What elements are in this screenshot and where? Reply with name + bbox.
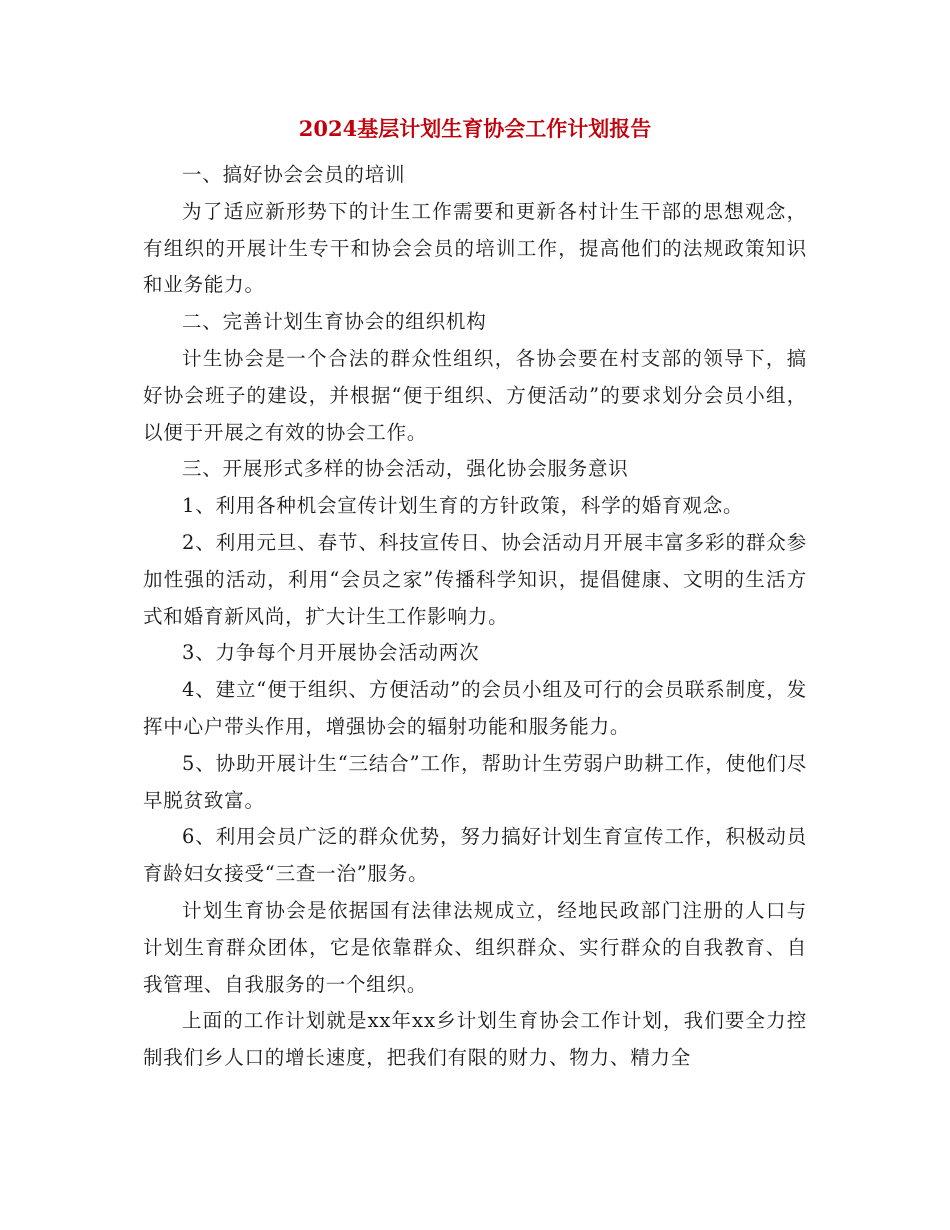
list-item: 1、利用各种机会宣传计划生育的方针政策，科学的婚育观念。 [182,494,744,518]
heading-2: 二、完善计划生育协会的组织机构 [182,310,487,334]
paragraph: 上面的工作计划就是xx年xx乡计划生育协会工作计划，我们要全力控制我们乡人口的增长速度，把我们有限的财力、物力、精力全 [143,1009,807,1070]
document-body [143,157,807,1077]
document-title: 2024基层计划生育协会工作计划报告 [298,116,652,141]
list-item: 2、利用元旦、春节、科技宣传日、协会活动月开展丰富多彩的群众参加性强的活动，利用“会员之家”传播科学知识，提倡健康、文明的生活方式和婚育新风尚，扩大计生工作影响力。 [143,530,807,628]
list-item: 3、力争每个月开展协会活动两次 [182,641,480,665]
paragraph: 计生协会是一个合法的群众性组织，各协会要在村支部的领导下，搞好协会班子的建设，并根据“便于组织、方便活动”的要求划分会员小组，以便于开展之有效的协会工作。 [143,346,807,444]
list-item: 4、建立“便于组织、方便活动”的会员小组及可行的会员联系制度，发挥中心户带头作用，增强协会的辐射功能和服务能力。 [143,678,807,738]
heading-1: 一、搞好协会会员的培训 [182,163,406,186]
paragraph: 为了适应新形势下的计生工作需要和更新各村计生干部的思想观念，有组织的开展计生专干和协会会员的培训工作，提高他们的法规政策知识和业务能力。 [143,199,807,297]
list-item: 5、协助开展计生“三结合”工作，帮助计生劳弱户助耕工作，使他们尽早脱贫致富。 [143,751,807,812]
heading-3: 三、开展形式多样的协会活动，强化协会服务意识 [182,457,629,481]
paragraph: 计划生育协会是依据国有法律法规成立，经地民政部门注册的人口与计划生育群众团体，它是依靠群众、组织群众、实行群众的自我教育、自我管理、自我服务的一个组织。 [143,898,807,996]
list-item: 6、利用会员广泛的群众优势，努力搞好计划生育宣传工作，积极动员育龄妇女接受“三查一治”服务。 [143,825,807,886]
